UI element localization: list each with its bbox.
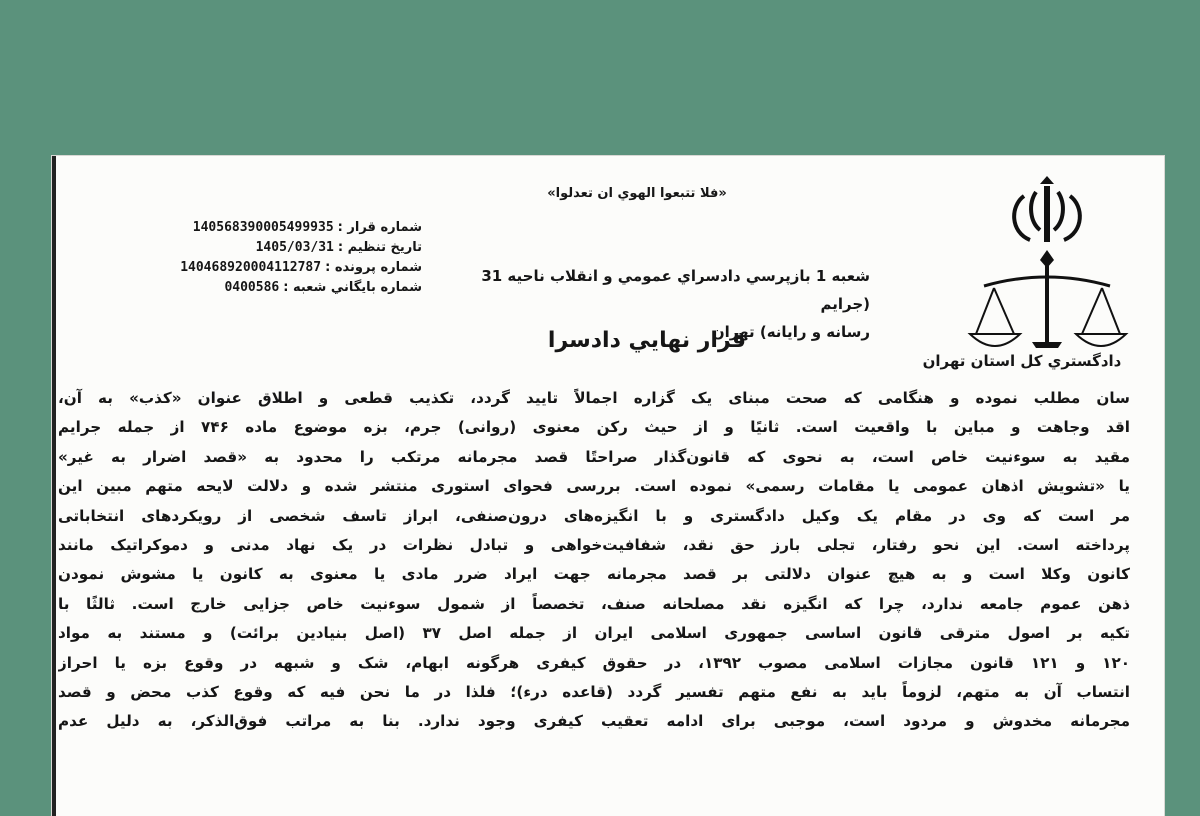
- meta-case-number: [160, 258, 422, 278]
- decision-title: قرار نهايي دادسرا: [547, 328, 747, 353]
- body-line: کانون وکلا است و به هیچ عنوان دلالتی بر قصد مجرمانه جهت ایراد ضرر مادی یا معنوی به کانون یا مشوش نمودن: [58, 565, 1130, 584]
- body-line: اقد وجاهت و مباین با واقعیت است. ثانیًا و از حیث رکن معنوی (روانی) جرم، بزه موضوع ماده ۷۴۶ از جمله جرایم: [58, 418, 1130, 437]
- meta-issue-date: [160, 238, 422, 258]
- body-line: یا «تشویش اذهان عمومی یا مقامات رسمی» نموده است. بررسی فحوای استوری منتشر شده و دلالت لایحه متهم مبین این: [58, 477, 1130, 496]
- meta-decision-number: [160, 218, 422, 238]
- body-line: تکیه بر اصول مترقی قانون اساسی جمهوری اسلامی ایران از جمله اصل ۳۷ (اصل بنیادین برائت) و مستند به مواد: [58, 624, 1130, 643]
- header-verse: «فلا تتبعوا الهوي ان تعدلوا»: [547, 186, 727, 201]
- body-line: مجرمانه مخدوش و مردود است، موجبی برای ادامه تعقیب کیفری وجود ندارد. بنا به مراتب فوق‌الذکر، به دلیل عدم: [58, 712, 1130, 731]
- body-line: مقید به سوءنیت خاص است، به نحوی که قانون‌گذار صراحتًا قصد مجرمانه مرتکب را محدود به «قصد اضرار به غیر»: [58, 447, 1130, 466]
- decision-body-text: [58, 384, 1130, 737]
- judiciary-emblem-icon: [962, 176, 1132, 366]
- meta-archive-number: [160, 278, 422, 298]
- meta-value: 140568390005499935: [192, 220, 334, 235]
- branch-line-2: رسانه و رايانه) تهران: [711, 323, 870, 341]
- scan-edge: [52, 156, 56, 816]
- meta-value: 140468920004112787: [180, 260, 322, 275]
- meta-value: 1405/03/31: [255, 240, 334, 255]
- body-line: انتساب آن به متهم، لزوماً باید به نفع متهم تفسیر گردد (قاعده درء)؛ فلذا در ما نحن فیه که وقوع کذب محض و قصد: [58, 683, 1130, 702]
- body-line: سان مطلب نموده و هنگامی که صحت مبنای یک گزاره اجمالاً تایید گردد، تکذیب قطعی و اطلاق عنوان «کذب» به آن،: [58, 389, 1130, 407]
- court-decision-document: [52, 156, 1164, 816]
- court-name: دادگستري كل استان تهران: [922, 352, 1122, 370]
- case-metadata: [160, 218, 422, 298]
- meta-label: شماره بايگاني شعبه :: [283, 280, 422, 295]
- body-line: ۱۲۰ و ۱۲۱ قانون مجازات اسلامی مصوب ۱۳۹۲، در حقوق کیفری هرگونه ابهام، شک و شبهه در وقوع بزه یا احراز: [58, 653, 1130, 672]
- body-line: ذهن عموم جامعه ندارد، چرا که انگیزه نقد مصلحانه صنف، تخصصاً از شمول سوءنیت خاص جزایی خارج است. ثالثًا با: [58, 594, 1130, 613]
- branch-line-1: شعبه 1 بازپرسي دادسراي عمومي و انقلاب ناحيه 31 (جرايم: [481, 267, 870, 313]
- meta-value: 0400586: [224, 280, 280, 295]
- body-line: پرداخته است. این نحو رفتار، تجلی بارز حق نقد، شفافیت‌خواهی و تبادل نظرات در یک نهاد مدنی و دموکراتیک مانند: [58, 536, 1130, 555]
- meta-label: شماره قرار :: [337, 220, 422, 235]
- meta-label: تاريخ تنظيم :: [337, 240, 422, 255]
- meta-label: شماره پرونده :: [325, 260, 422, 275]
- body-line: مر است که وی در مقام یک وکیل دادگستری و با انگیزه‌های درون‌صنفی، ابراز تاسف شخصی از رویکردهای انتخاباتی: [58, 506, 1130, 525]
